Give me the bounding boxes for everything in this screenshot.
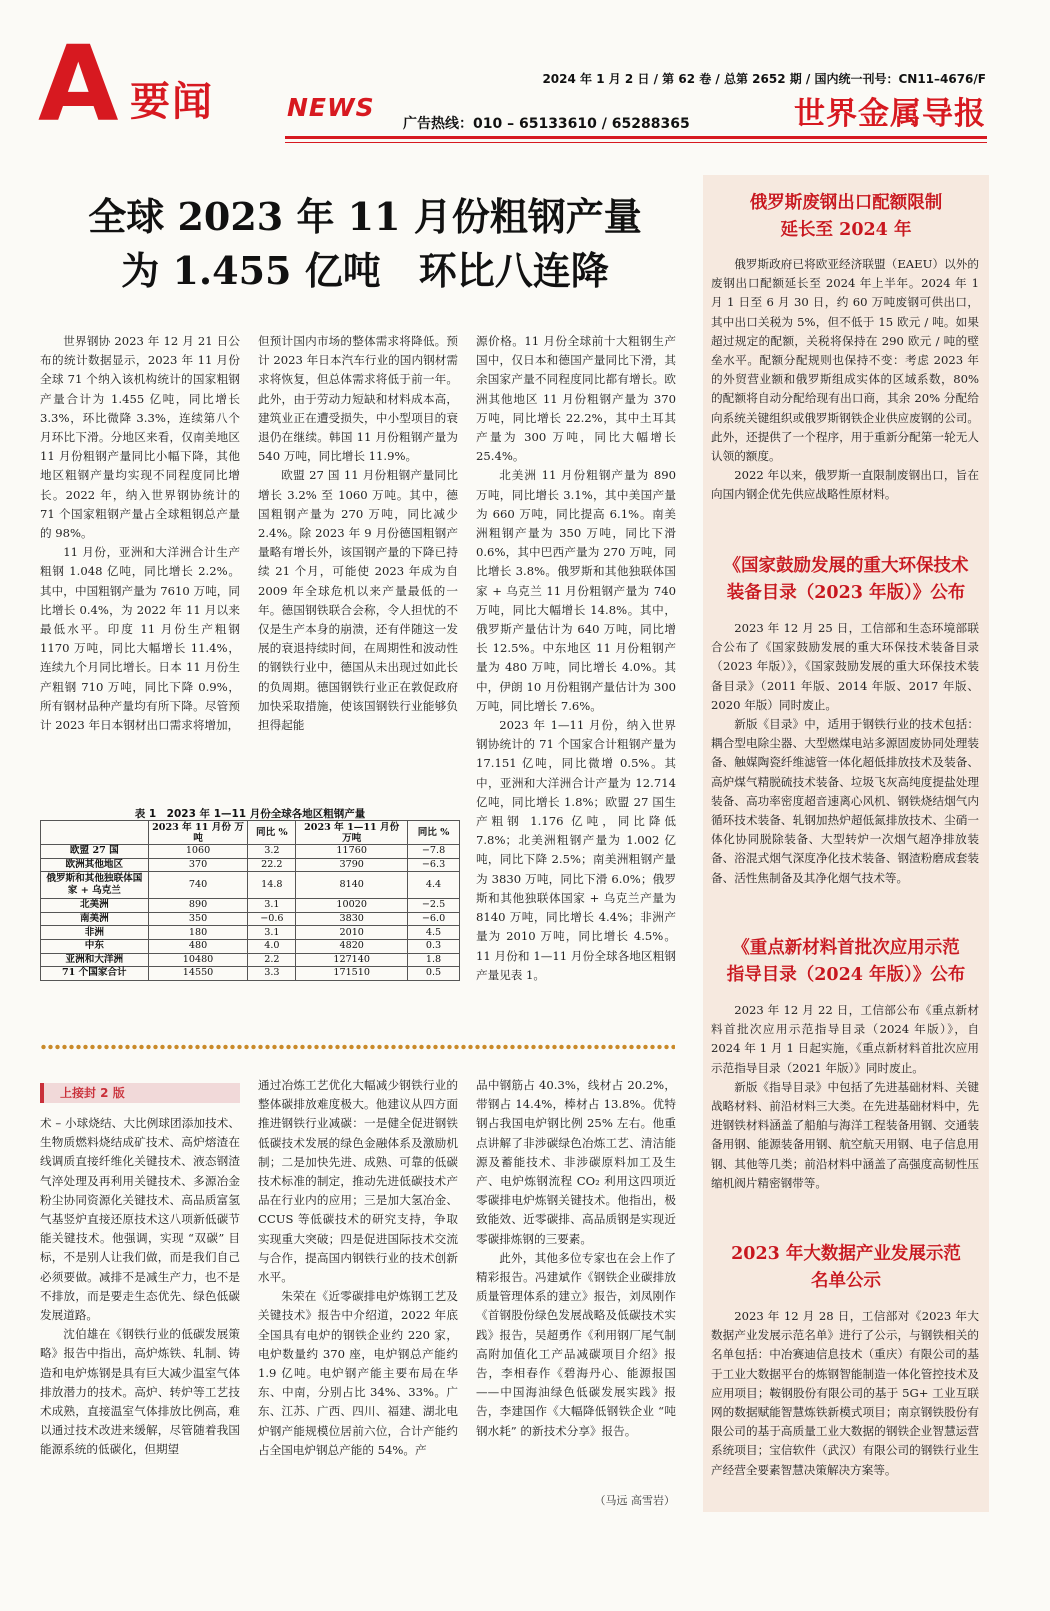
table-cell: 4.5 <box>408 926 460 940</box>
table-header-row <box>41 821 460 845</box>
table-cell: 3.2 <box>248 845 296 859</box>
table-cell: −2.5 <box>408 899 460 913</box>
paragraph: 源价格。11 月份全球前十大粗钢生产国中，仅日本和德国产量同比下滑，其余国家产量不同程度同比都有增长。欧洲其他地区 11 月份粗钢产量为 370 万吨，同比增长 22.2%，其中土耳其产量为 300 万吨，同比大幅增长 25.4%。 <box>476 334 676 464</box>
table-cell: 1060 <box>148 845 248 859</box>
table-row <box>41 967 460 981</box>
table-cell: −7.8 <box>408 845 460 859</box>
table-cell: −0.6 <box>248 912 296 926</box>
paragraph: 但预计国内市场的整体需求将降低。预计 2023 年日本汽车行业的国内钢材需求将恢复，但总体需求将低于前一年。此外，由于劳动力短缺和材料成本高，建筑业正在遭受损失，中小型项目的衰退仍在继续。韩国 11 月份粗钢产量为 540 万吨，同比增长 11.9%。 <box>258 334 458 464</box>
sidebar-title-3 <box>703 935 989 989</box>
table-cell: 欧洲其他地区 <box>41 858 149 872</box>
paragraph: 2022 年以来，俄罗斯一直限制废钢出口，旨在向国内钢企优先供应战略性原材料。 <box>711 468 979 502</box>
title-line: 名单公示 <box>811 1271 881 1291</box>
title-line: 《国家鼓励发展的重大环保技术 <box>723 556 969 576</box>
table-cell: 4.4 <box>408 872 460 899</box>
table-row <box>41 912 460 926</box>
sidebar-title-2 <box>703 553 989 607</box>
masthead-rule <box>285 136 987 139</box>
paragraph: 新版《目录》中，适用于钢铁行业的技术包括：耦合型电除尘器、大型燃煤电站多源固废协同处理装备、触媒陶瓷纤维滤管一体化超低排放技术及装备、高炉煤气精脱硫技术装备、垃圾飞灰高纯度提盐处理装备、高功率密度超音速离心风机、钢铁烧结烟气内循环技术装备、轧钢加热炉超低氮排放技术、尘硝一体化协同脱除装备、大型转炉一次烟气超净排放装备、浴混式烟气深度净化技术装备、钢渣粉磨成套装备、活性焦制备及其净化烟气技术等。 <box>711 717 979 885</box>
table-row <box>41 858 460 872</box>
table-cell: 3.1 <box>248 926 296 940</box>
table-header: 2023 年 1—11 月份 万吨 <box>296 821 408 845</box>
table-cell: 0.5 <box>408 967 460 981</box>
table-cell: 71 个国家合计 <box>41 967 149 981</box>
paragraph: 2023 年 12 月 25 日，工信部和生态环境部联合公布了《国家鼓励发展的重大环保技术装备目录（2023 年版）》，《国家鼓励发展的重大环保技术装备目录》（2011 年版、2014 年版、2017 年版、2020 年版）同时废止。 <box>711 621 979 712</box>
paper-name-logo: 世界金属导报 <box>794 96 986 132</box>
paragraph: 2023 年 12 月 28 日，工信部对《2023 年大数据产业发展示范名单》进行了公示，与钢铁相关的名单包括：中冶赛迪信息技术（重庆）有限公司的基于工业大数据平台的炼钢智能制造一体化管控技术及应用项目；鞍钢股份有限公司的基于 5G+ 工业互联网的数据赋能智慧炼铁新模式项目；南京钢铁股份有限公司的基于高质量工业大数据的钢铁企业智慧运营系统项目；宝信软件（武汉）有限公司的钢铁行业生产经营全要素智慧决策解决方案等。 <box>711 1309 979 1477</box>
paragraph: 朱荣在《近零碳排电炉炼钢工艺及关键技术》报告中介绍道，2022 年底全国具有电炉的钢铁企业约 220 家，电炉数量约 370 座，电炉钢总产能约 1.9 亿吨。电炉钢产能主要布局在华东、中南，分别占比 34%、33%。广东、江苏、广西、四川、福建、湖北电炉钢产能规模位居前六位，合计产能约占全国电炉钢总产能的 54%。产 <box>258 1289 458 1457</box>
table-cell: 890 <box>148 899 248 913</box>
table-cell: 4820 <box>296 939 408 953</box>
title-line: 装备目录（2023 年版）》公布 <box>726 583 966 603</box>
table-cell: 3.3 <box>248 967 296 981</box>
table-cell: 4.0 <box>248 939 296 953</box>
table-cell: 1.8 <box>408 953 460 967</box>
table-header: 2023 年 11 月份 万吨 <box>148 821 248 845</box>
table-row <box>41 845 460 859</box>
table-cell: 171510 <box>296 967 408 981</box>
production-table <box>40 820 460 981</box>
paragraph: 世界钢协 2023 年 12 月 21 日公布的统计数据显示，2023 年 11 月份全球 71 个纳入该机构统计的国家粗钢产量合计为 1.455 亿吨，同比增长 3.3%，环比微降 3.3%，连续第八个月环比下滑。分地区来看，仅南美地区 11 月份粗钢产量同比小幅下降，其他地区粗钢产量均实现不同程度同比增长。2022 年，纳入世界钢协统计的 71 个国家粗钢产量占全球粗钢总产量的 98%。 <box>40 334 240 541</box>
table-cell: 14.8 <box>248 872 296 899</box>
title-line: 指导目录（2024 年版）》公布 <box>726 965 966 985</box>
table-cell: 10020 <box>296 899 408 913</box>
table-cell: 2.2 <box>248 953 296 967</box>
table-cell: 南美洲 <box>41 912 149 926</box>
paragraph: 品中钢筋占 40.3%，线材占 20.2%，带钢占 14.4%，棒材占 13.8%。优特钢占我国电炉钢比例 25% 左右。他重点讲解了非涉碳绿色冶炼工艺、清洁能源及蓄能技术、非涉碳原料加工及生产、电炉炼钢流程 CO₂ 利用这四项近零碳排电炉炼钢关键技术。他指出，极致能效、近零碳排、高品质钢是实现近零碳排炼钢的三要素。 <box>476 1078 676 1246</box>
table-row <box>41 926 460 940</box>
table-cell: 0.3 <box>408 939 460 953</box>
table-cell: 22.2 <box>248 858 296 872</box>
issue-line: 2024 年 1 月 2 日 / 第 62 卷 / 总第 2652 期 / 国内统一刊号：CN11–4676/F <box>542 72 986 86</box>
table-cell: 俄罗斯和其他独联体国家 + 乌克兰 <box>41 872 149 899</box>
continued-label: 上接封 2 版 <box>40 1083 240 1103</box>
title-line: 2023 年大数据产业发展示范 <box>731 1244 961 1264</box>
table-cell: 3830 <box>296 912 408 926</box>
table-cell: 480 <box>148 939 248 953</box>
article-column-1 <box>40 332 240 735</box>
paragraph: 俄罗斯政府已将欧亚经济联盟（EAEU）以外的废钢出口配额延长至 2024 年上半年。2024 年 1 月 1 日至 6 月 30 日，约 60 万吨废钢可供出口，其中出口关税为 5%，但不低于 15 欧元 / 吨。如果超过规定的配额，关税将保持在 290 欧元 / 吨的壁垒水平。配额分配规则也保持不变：考虑 2023 年的外贸营业额和俄罗斯组成实体的区域系数，80% 的配额将自动分配给现有出口商，其余 20% 分配给向系统关键组织或俄罗斯钢铁企业供应废钢的公司。此外，还提供了一个程序，用于重新分配第一轮无人认领的额度。 <box>711 257 979 464</box>
table-cell: 3.1 <box>248 899 296 913</box>
byline: （马远 高雪岩） <box>594 1494 675 1507</box>
main-headline <box>40 190 690 298</box>
paragraph: 术 – 小球烧结、大比例球团添加技术、生物质燃料烧结成矿技术、高炉熔渣在线调质直接纤维化关键技术、液态钢渣气淬处理及再利用关键技术、多源冶金粉尘协同资源化关键技术、高品质富氢气基竖炉直接还原技术这八项新低碳节能关键技术。他强调，实现 “双碳” 目标，不是别人让我们做，而是我们自己必须要做。减排不是减生产力，也不是不排放，而是要走生态优先、绿色低碳发展道路。 <box>40 1116 240 1323</box>
continued-column-2 <box>258 1076 458 1460</box>
table-cell: 2010 <box>296 926 408 940</box>
news-sidebar <box>703 175 989 1512</box>
paragraph: 通过冶炼工艺优化大幅减少钢铁行业的整体碳排放难度极大。他建议从四方面推进钢铁行业减碳：一是健全促进钢铁低碳技术发展的绿色金融体系及激励机制；二是加快先进、成熟、可靠的低碳技术标准的制定，推动先进低碳技术产品在行业内的应用；三是加大氢冶金、CCUS 等低碳技术的研究支持，争取实现重大突破；四是促进国际技术交流与合作，提高国内钢铁行业的技术创新水平。 <box>258 1078 458 1285</box>
continued-column-1 <box>40 1114 240 1460</box>
table-header: 同比 % <box>408 821 460 845</box>
sidebar-article-3 <box>711 1001 979 1193</box>
headline-line-1: 全球 2023 年 11 月份粗钢产量 <box>88 194 642 239</box>
continued-column-3 <box>476 1076 676 1441</box>
section-letter: A <box>38 23 119 145</box>
table-row <box>41 872 460 899</box>
paragraph: 2023 年 12 月 22 日，工信部公布《重点新材料首批次应用示范指导目录（2024 年版）》，自 2024 年 1 月 1 日起实施，《重点新材料首批次应用示范指导目录（2021 年版）》同时废止。 <box>711 1003 979 1075</box>
article-column-2 <box>258 332 458 735</box>
paragraph: 北美洲 11 月份粗钢产量为 890 万吨，同比增长 3.1%，其中美国产量为 660 万吨，同比提高 6.1%。南美洲粗钢产量为 350 万吨，同比下滑 0.6%，其中巴西产量为 270 万吨，同比增长 3.8%。俄罗斯和其他独联体国家 + 乌克兰 11 月份粗钢产量为 740 万吨，同比大幅增长 14.8%。其中，俄罗斯产量估计为 640 万吨，同比增长 12.5%。中东地区 11 月份粗钢产量为 480 万吨，同比增长 4.0%。其中，伊朗 10 月份粗钢产量估计为 300 万吨，同比增长 7.6%。 <box>476 468 676 713</box>
table-cell: 350 <box>148 912 248 926</box>
article-column-3 <box>476 332 676 985</box>
table-cell: 740 <box>148 872 248 899</box>
table-cell: 10480 <box>148 953 248 967</box>
table-cell: 亚洲和大洋洲 <box>41 953 149 967</box>
table-cell: 11760 <box>296 845 408 859</box>
table-row <box>41 953 460 967</box>
headline-line-2: 为 1.455 亿吨 环比八连降 <box>121 248 609 293</box>
paragraph: 欧盟 27 国 11 月份粗钢产量同比增长 3.2% 至 1060 万吨。其中，德国粗钢产量为 270 万吨，同比减少 2.4%。除 2023 年 9 月份德国粗钢产量略有增长外，该国钢产量的下降已持续 21 个月，可能使 2023 年成为自 2009 年全球危机以来产量最低的一年。德国钢铁联合会称，令人担忧的不仅是生产本身的崩溃，还有伴随这一发展的衰退持续时间，在周期性和波动性的钢铁行业中，德国从未出现过如此长的负周期。德国钢铁行业正在敦促政府加快采取措施，使该国钢铁行业能够负担得起能 <box>258 468 458 733</box>
dotted-separator <box>40 1043 675 1051</box>
table-title: 表 1 2023 年 1—11 月份全球各地区粗钢产量 <box>134 808 366 820</box>
table-header: 同比 % <box>248 821 296 845</box>
masthead-rule-thin <box>285 142 987 143</box>
table-cell: 14550 <box>148 967 248 981</box>
table-cell: 370 <box>148 858 248 872</box>
table-cell: 欧盟 27 国 <box>41 845 149 859</box>
news-word: NEWS <box>287 93 375 122</box>
table-cell: 127140 <box>296 953 408 967</box>
sidebar-article-2 <box>711 619 979 888</box>
section-name: 要闻 <box>130 79 214 125</box>
paragraph: 2023 年 1—11 月份，纳入世界钢协统计的 71 个国家合计粗钢产量为 17.151 亿吨，同比微增 0.5%。其中，亚洲和大洋洲合计产量为 12.714 亿吨，同比增长 1.8%；欧盟 27 国生产粗钢 1.176 亿吨，同比降低 7.8%；北美洲粗钢产量为 1.002 亿吨，同比下降 2.5%；南美洲粗钢产量为 3830 万吨，同比下滑 6.0%；俄罗斯和其他独联体国家 + 乌克兰产量为 8140 万吨，同比增长 4.4%；非洲产量为 2010 万吨，同比增长 4.5%。11 月份和 1—11 月份全球各地区粗钢产量见表 1。 <box>476 718 676 982</box>
sidebar-article-1 <box>711 255 979 505</box>
table-cell: −6.3 <box>408 858 460 872</box>
paragraph: 11 月份，亚洲和大洋洲合计生产粗钢 1.048 亿吨，同比增长 2.2%。其中，中国粗钢产量为 7610 万吨，同比增长 0.4%，为 2022 年 11 月以来最低水平。印度 11 月份生产粗钢 1170 万吨，同比大幅增长 11.4%，连续九个月同比增长。日本 11 月份生产粗钢 710 万吨，同比下降 0.9%，所有钢材品种产量均有所下降。尽管预计 2023 年日本钢材出口需求将增加， <box>40 545 240 733</box>
table-row <box>41 939 460 953</box>
title-line: 俄罗斯废钢出口配额限制 <box>749 193 943 213</box>
masthead <box>0 0 1050 160</box>
sidebar-title-4 <box>703 1241 989 1295</box>
paragraph: 新版《指导目录》中包括了先进基础材料、关键战略材料、前沿材料三大类。在先进基础材料中，先进钢铁材料涵盖了船舶与海洋工程装备用钢、交通装备用钢、能源装备用钢、航空航天用钢、电子信息用钢、其他等几类；前沿材料中涵盖了高强度高韧性压缩机阀片精密钢带等。 <box>711 1079 979 1190</box>
table-cell: −6.0 <box>408 912 460 926</box>
ad-hotline: 广告热线：010 – 65133610 / 65288365 <box>403 116 690 132</box>
table-cell: 中东 <box>41 939 149 953</box>
table-cell: 180 <box>148 926 248 940</box>
title-line: 延长至 2024 年 <box>780 220 912 240</box>
sidebar-article-4 <box>711 1307 979 1480</box>
table-header <box>41 821 149 845</box>
table-cell: 3790 <box>296 858 408 872</box>
table-row <box>41 899 460 913</box>
table-cell: 8140 <box>296 872 408 899</box>
paragraph: 此外，其他多位专家也在会上作了精彩报告。冯建斌作《钢铁企业碳排放质量管理体系的建立》报告，刘凤刚作《首钢股份绿色发展战略及低碳技术实践》报告，吴超勇作《利用钢厂尾气制高附加值化工产品减碳项目介绍》报告，李相春作《碧海丹心、能源报国——中国海油绿色低碳发展实践》报告，李建国作《大幅降低钢铁企业 “吨钢水耗” 的新技术分享》报告。 <box>476 1250 676 1438</box>
table-cell: 北美洲 <box>41 899 149 913</box>
title-line: 《重点新材料首批次应用示范 <box>732 938 960 958</box>
table-cell: 非洲 <box>41 926 149 940</box>
sidebar-title-1 <box>703 190 989 244</box>
paragraph: 沈伯雄在《钢铁行业的低碳发展策略》报告中指出，高炉炼铁、轧制、铸造和电炉炼钢是具有巨大减少温室气体排放潜力的技术。高炉、转炉等工艺技术成熟，直接温室气体排放比例高，难以通过技术改进来缓解，尽管随着我国能源系统的低碳化，但期望 <box>40 1327 240 1457</box>
